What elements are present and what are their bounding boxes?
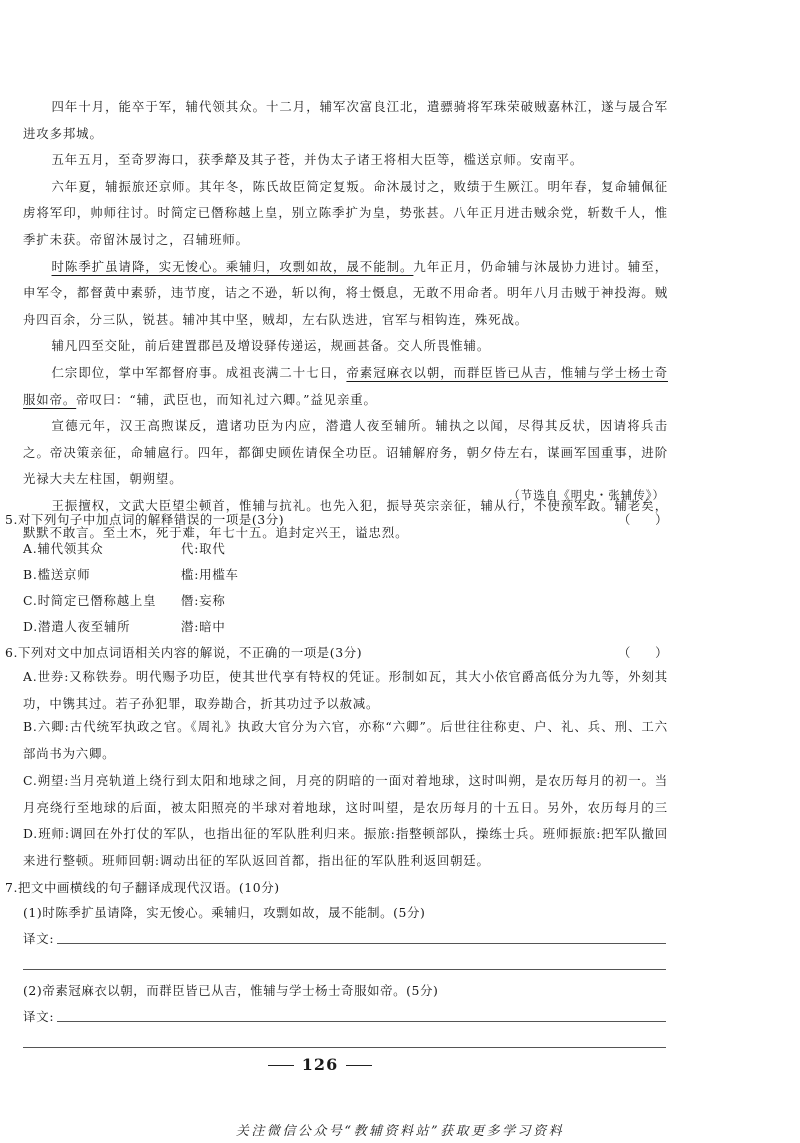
q5-option-d[interactable]: D.潜遣人夜至辅所 <box>23 619 131 634</box>
q5-option-a[interactable]: A.辅代领其众 <box>23 541 104 556</box>
dash-right <box>346 1065 372 1066</box>
question-5-stem <box>5 510 284 528</box>
q6-option-b[interactable]: B.六卿:古代统军执政之官。《周礼》执政大官分为六官，亦称“六卿”。后世往往称吏、户、礼、兵、刑、工六部尚书为六卿。 <box>23 719 668 761</box>
answer-line[interactable] <box>57 943 666 944</box>
q7-sentence-2-text: (2)帝素冠麻衣以朝，而群臣皆已从吉，惟辅与学士杨士奇服如帝。(5分) <box>23 983 439 998</box>
q7-sentence-2 <box>23 981 438 999</box>
page-number <box>0 1055 640 1074</box>
translation-label-1: 译文: <box>23 931 55 946</box>
q6-option-c[interactable]: C.朔望:当月亮轨道上绕行到太阳和地球之间，月亮的阴暗的一面对着地球，这时叫朔，是农历每月的初一。当月亮绕行至地球的后面，被太阳照亮的半球对着地球，这时叫望，是农历每月的十五日。另外，农历每月的三 <box>23 773 668 815</box>
passage-paragraph: 四年十月，能卒于军，辅代领其众。十二月，辅军次富良江北，遣骠骑将军珠荣破贼嘉林江，遂与晟合军进攻多邦城。 <box>23 99 668 141</box>
passage-paragraph: 宣德元年，汉王高煦谋反，遣诸功臣为内应，潜遣人夜至辅所。辅执之以闻，尽得其反状，因请将兵击之。帝决策亲征，命辅扈行。四年，都御史顾佐请保全功臣。诏辅解府务，朝夕侍左右，谋画军国重事，进阶光禄大夫左柱国，朝朔望。 <box>23 418 668 487</box>
question-7-text: 7.把文中画横线的句子翻译成现代汉语。(10分) <box>5 880 280 895</box>
passage-text: 仁宗即位，掌中军都督府事。成祖丧满二十七日， <box>51 364 347 380</box>
q7-sentence-1-text: (1)时陈季扩虽请降，实无悛心。乘辅归，攻剽如故，晟不能制。(5分) <box>23 905 426 920</box>
underlined-sentence-1: 时陈季扩虽请降，实无悛心。乘辅归，攻剽如故，晟不能制。 <box>51 258 414 274</box>
answer-paren-6[interactable]: （ ） <box>618 645 668 660</box>
translation-label-2: 译文: <box>23 1009 55 1024</box>
q6-option-a[interactable]: A.世券:又称铁券。明代赐予功臣，使其世代享有特权的凭证。形制如瓦，其大小依官爵高低分为九等，外刻其功，中镌其过。若子孙犯罪，取券勘合，折其功过予以赦减。 <box>23 669 668 711</box>
q5-gloss-a: 代:取代 <box>181 541 226 556</box>
question-7-stem <box>5 878 280 896</box>
answer-line[interactable] <box>57 1021 666 1022</box>
passage-paragraph <box>23 254 668 334</box>
question-6-text: 6.下列对文中加点词语相关内容的解说，不正确的一项是(3分) <box>5 645 363 660</box>
answer-paren-5[interactable]: （ ） <box>618 512 668 527</box>
answer-line[interactable] <box>23 969 666 970</box>
passage-text: 九年正月，仍命辅与沐晟协力进讨。辅至，申军令，都督黄中素骄，违节度，诘之不逊，斩以徇，将士慑息，无敢不用命者。明年八月击贼于神投海。贼舟四百余，分三队，锐甚。辅冲其中坚，贼却，左右队迭进，官军与相钩连，殊死战。 <box>23 258 668 327</box>
page-number-text: 126 <box>301 1055 339 1074</box>
reading-passage <box>23 94 668 546</box>
question-5-text: 5.对下列句子中加点词的解释错误的一项是(3分) <box>5 512 285 527</box>
q5-option-c[interactable]: C.时简定已僭称越上皇 <box>23 593 157 608</box>
passage-paragraph <box>23 360 668 413</box>
passage-paragraph: 王振擅权，文武大臣望尘顿首，惟辅与抗礼。也先入犯，振导英宗亲征，辅从行，不使预军政。辅老矣，默默不敢言。至土木，死于难，年七十五。追封定兴王，谥忠烈。 <box>23 497 668 540</box>
passage-text: 帝叹曰：“辅，武臣也，而知礼过六卿。”益见亲重。 <box>76 391 377 407</box>
q6-option-d[interactable]: D.班师:调回在外打仗的军队，也指出征的军队胜利归来。振旅:指整顿部队，操练士兵。班师振旅:把军队撤回来进行整顿。班师回朝:调动出征的军队返回首都，指出征的军队胜利返回朝廷。 <box>23 826 668 868</box>
q7-sentence-1 <box>23 903 425 921</box>
dash-left <box>268 1065 294 1066</box>
q5-option-b[interactable]: B.槛送京师 <box>23 567 91 582</box>
source-citation: （节选自《明史・张辅传》） <box>508 488 665 502</box>
passage-paragraph: 六年夏，辅振旅还京师。其年冬，陈氏故臣简定复叛。命沐晟讨之，败绩于生厥江。明年春，复命辅佩征虏将军印，帅师往讨。时简定已僭称越上皇，别立陈季扩为皇，势张甚。八年正月进击贼余党，斩数千人，惟季扩未获。帝留沐晟讨之，召辅班师。 <box>23 178 668 247</box>
passage-paragraph: 五年五月，至奇罗海口，获季犛及其子苍，并伪太子诸王将相大臣等，槛送京师。安南平。 <box>51 152 584 168</box>
q5-gloss-d: 潜:暗中 <box>181 619 226 634</box>
q5-gloss-c: 僭:妄称 <box>181 593 226 608</box>
answer-line[interactable] <box>23 1047 666 1048</box>
q5-gloss-b: 槛:用槛车 <box>181 567 239 582</box>
footer-note: 关注微信公众号“教辅资料站”获取更多学习资料 <box>235 1124 565 1139</box>
passage-paragraph: 辅凡四至交阯，前后建置郡邑及增设驿传递运，规画甚备。交人所畏惟辅。 <box>51 338 491 354</box>
underlined-sentence-2: 帝素冠麻衣以朝，而群臣皆已从吉，惟辅与学士杨士奇服如帝。 <box>23 364 668 407</box>
question-6-stem <box>5 643 362 661</box>
